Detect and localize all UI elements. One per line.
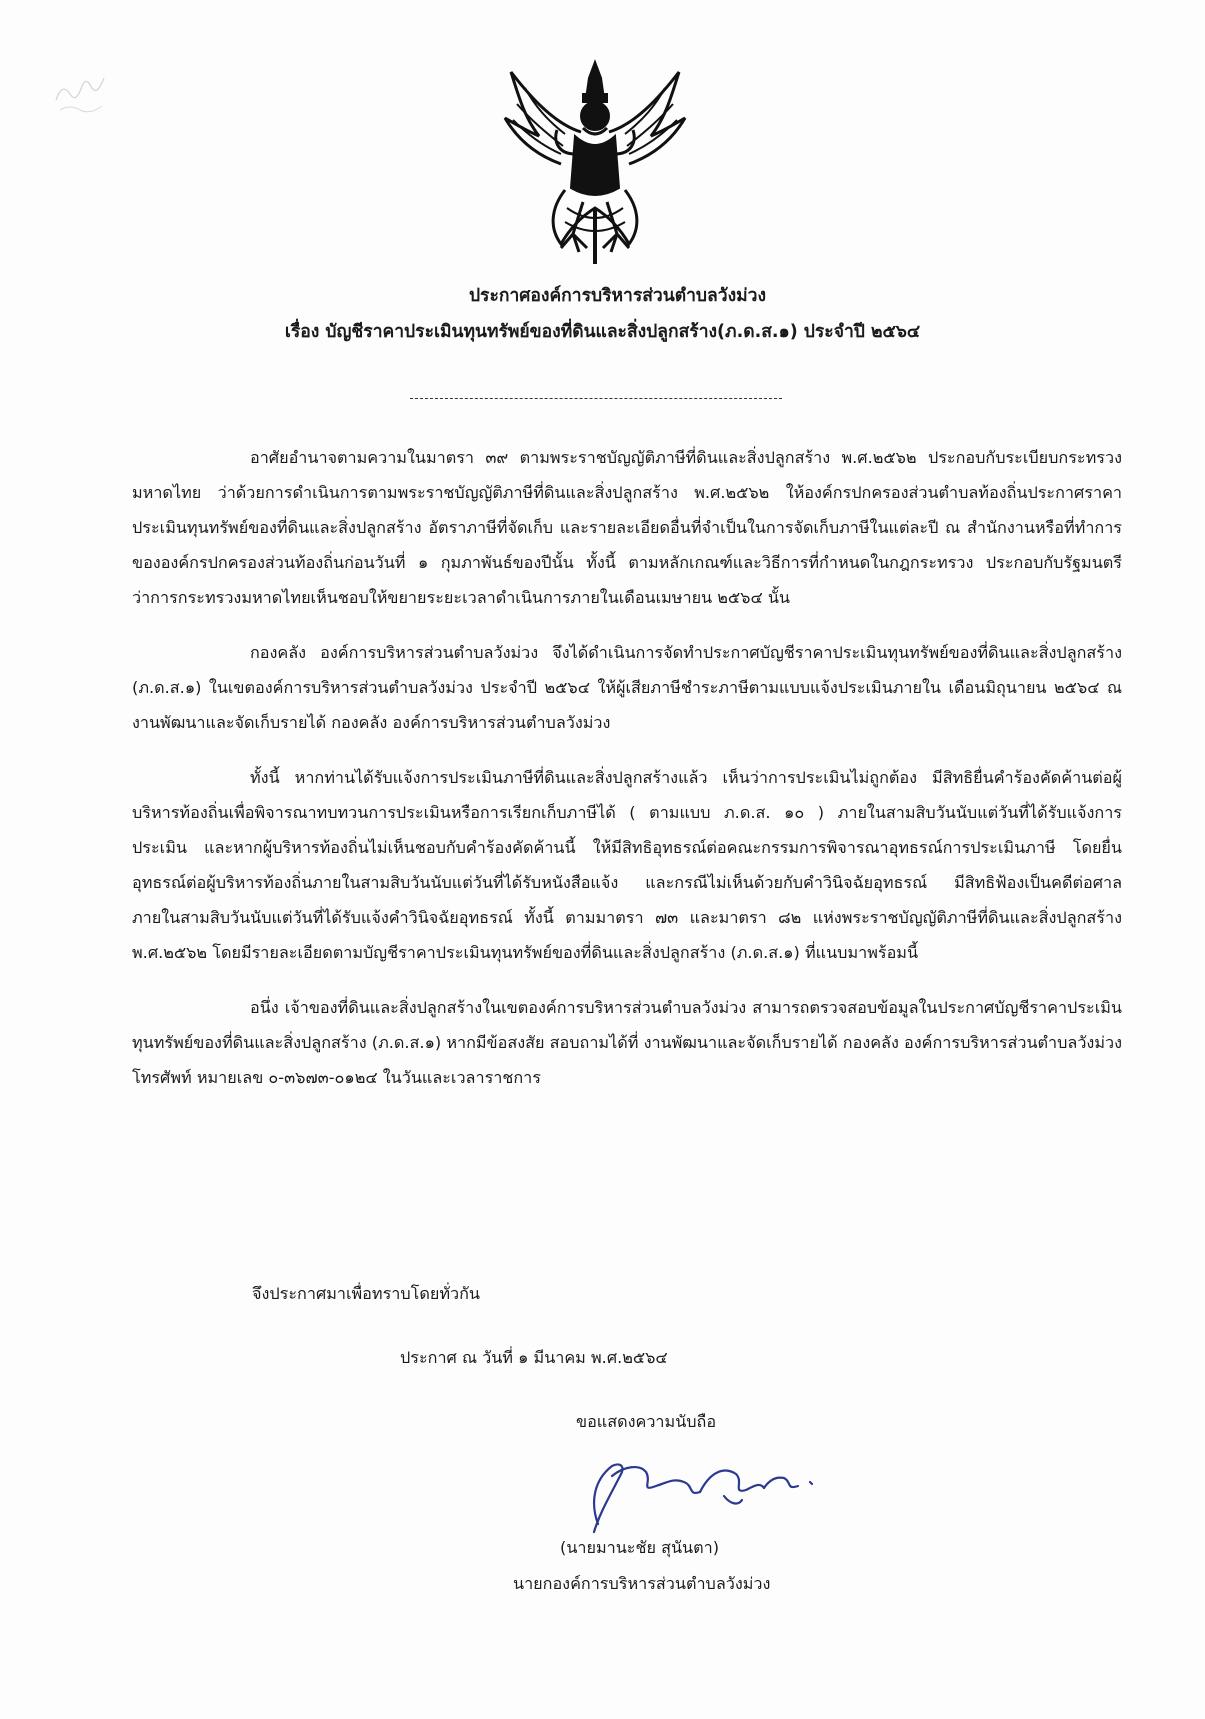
body-paragraph-appeal: ทั้งนี้ หากท่านได้รับแจ้งการประเมินภาษีที่ดินและสิ่งปลูกสร้างแล้ว เห็นว่าการประเมินไม่ถูกต้อง มีสิทธิยื่นคำร้องคัดค้านต่อผู้บริหารท้องถิ่นเพื่อพิจารณาทบทวนการประเมินหรือการเรียกเก็บภาษีได้ ( ตามแบบ ภ.ด.ส. ๑๐ ) ภายในสามสิบวันนับแต่วันที่ได้รับแจ้งการประเมิน และหากผู้บริหารท้องถิ่นไม่เห็นชอบกับคำร้องคัดค้านนี้ ให้มีสิทธิอุทธรณ์ต่อคณะกรรมการพิจารณาอุทธรณ์การประเมินภาษี โดยยื่นอุทธรณ์ต่อผู้บริหารท้องถิ่นภายในสามสิบวันนับแต่วันที่ได้รับหนังสือแจ้ง และกรณีไม่เห็นด้วยกับคำวินิจฉัยอุทธรณ์ มีสิทธิฟ้องเป็นคดีต่อศาลภายในสามสิบวันนับแต่วันที่ได้รับแจ้งคำวินิจฉัยอุทธรณ์ ทั้งนี้ ตามมาตรา ๗๓ และมาตรา ๘๒ แห่งพระราชบัญญัติภาษีที่ดินและสิ่งปลูกสร้าง พ.ศ.๒๕๖๒ โดยมีรายละเอียดตามบัญชีราคาประเมินทุนทรัพย์ของที่ดินและสิ่งปลูกสร้าง (ภ.ด.ส.๑) ที่แนบมาพร้อมนี้ — [132, 768, 1122, 962]
title-organization: ประกาศองค์การบริหารส่วนตำบลวังม่วง — [468, 286, 767, 306]
body-paragraph-authority: อาศัยอำนาจตามความในมาตรา ๓๙ ตามพระราชบัญญัติภาษีที่ดินและสิ่งปลูกสร้าง พ.ศ.๒๕๖๒ ประกอบกับระเบียบกระทรวงมหาดไทย ว่าด้วยการดำเนินการตามพระราชบัญญัติภาษีที่ดินและสิ่งปลูกสร้าง พ.ศ.๒๕๖๒ ให้องค์กรปกครองส่วนตำบลท้องถิ่นประกาศราคาประเมินทุนทรัพย์ของที่ดินและสิ่งปลูกสร้าง อัตราภาษีที่จัดเก็บ และรายละเอียดอื่นที่จำเป็นในการจัดเก็บภาษีในแต่ละปี ณ สำนักงานหรือที่ทำการขององค์กรปกครองส่วนท้องถิ่นก่อนวันที่ ๑ กุมภาพันธ์ของปีนั้น ทั้งนี้ ตามหลักเกณฑ์และวิธีการที่กำหนดในกฎกระทรวง ประกอบกับรัฐมนตรีว่าการกระทรวงมหาดไทยเห็นชอบให้ขยายระยะเวลาดำเนินการภายในเดือนเมษายน ๒๕๖๔ นั้น — [132, 448, 1122, 607]
announcement-body — [132, 440, 1122, 1115]
margin-scribble-icon — [48, 60, 118, 120]
announcement-date: ประกาศ ณ วันที่ ๑ มีนาคม พ.ศ.๒๕๖๔ — [400, 1348, 668, 1367]
respect-closing: ขอแสดงความนับถือ — [576, 1412, 717, 1431]
closing-statement: จึงประกาศมาเพื่อทราบโดยทั่วกัน — [252, 1284, 480, 1303]
title-subject: เรื่อง บัญชีราคาประเมินทุนทรัพย์ของที่ดินและสิ่งปลูกสร้าง(ภ.ด.ส.๑) ประจำปี ๒๕๖๔ — [284, 322, 921, 342]
garuda-emblem-icon — [495, 58, 695, 268]
title-separator — [410, 398, 782, 399]
announcement-title — [0, 278, 1205, 350]
signer-position: นายกองค์การบริหารส่วนตำบลวังม่วง — [513, 1574, 771, 1593]
body-paragraph-finance: กองคลัง องค์การบริหารส่วนตำบลวังม่วง จึงได้ดำเนินการจัดทำประกาศบัญชีราคาประเมินทุนทรัพย์ของที่ดินและสิ่งปลูกสร้าง (ภ.ด.ส.๑) ในเขตองค์การบริหารส่วนตำบลวังม่วง ประจำปี ๒๕๖๔ ให้ผู้เสียภาษีชำระภาษีตามแบบแจ้งประเมินภายใน เดือนมิถุนายน ๒๕๖๔ ณ งานพัฒนาและจัดเก็บรายได้ กองคลัง องค์การบริหารส่วนตำบลวังม่วง — [132, 643, 1122, 732]
signer-name: (นายมานะชัย สุนันตา) — [560, 1538, 720, 1557]
handwritten-signature-icon — [560, 1452, 830, 1542]
body-paragraph-contact: อนึ่ง เจ้าของที่ดินและสิ่งปลูกสร้างในเขตองค์การบริหารส่วนตำบลวังม่วง สามารถตรวจสอบข้อมูลในประกาศบัญชีราคาประเมินทุนทรัพย์ของที่ดินและสิ่งปลูกสร้าง (ภ.ด.ส.๑) หากมีข้อสงสัย สอบถามได้ที่ งานพัฒนาและจัดเก็บรายได้ กองคลัง องค์การบริหารส่วนตำบลวังม่วง โทรศัพท์ หมายเลข ๐-๓๖๗๓-๐๑๒๔ ในวันและเวลาราชการ — [132, 998, 1122, 1087]
